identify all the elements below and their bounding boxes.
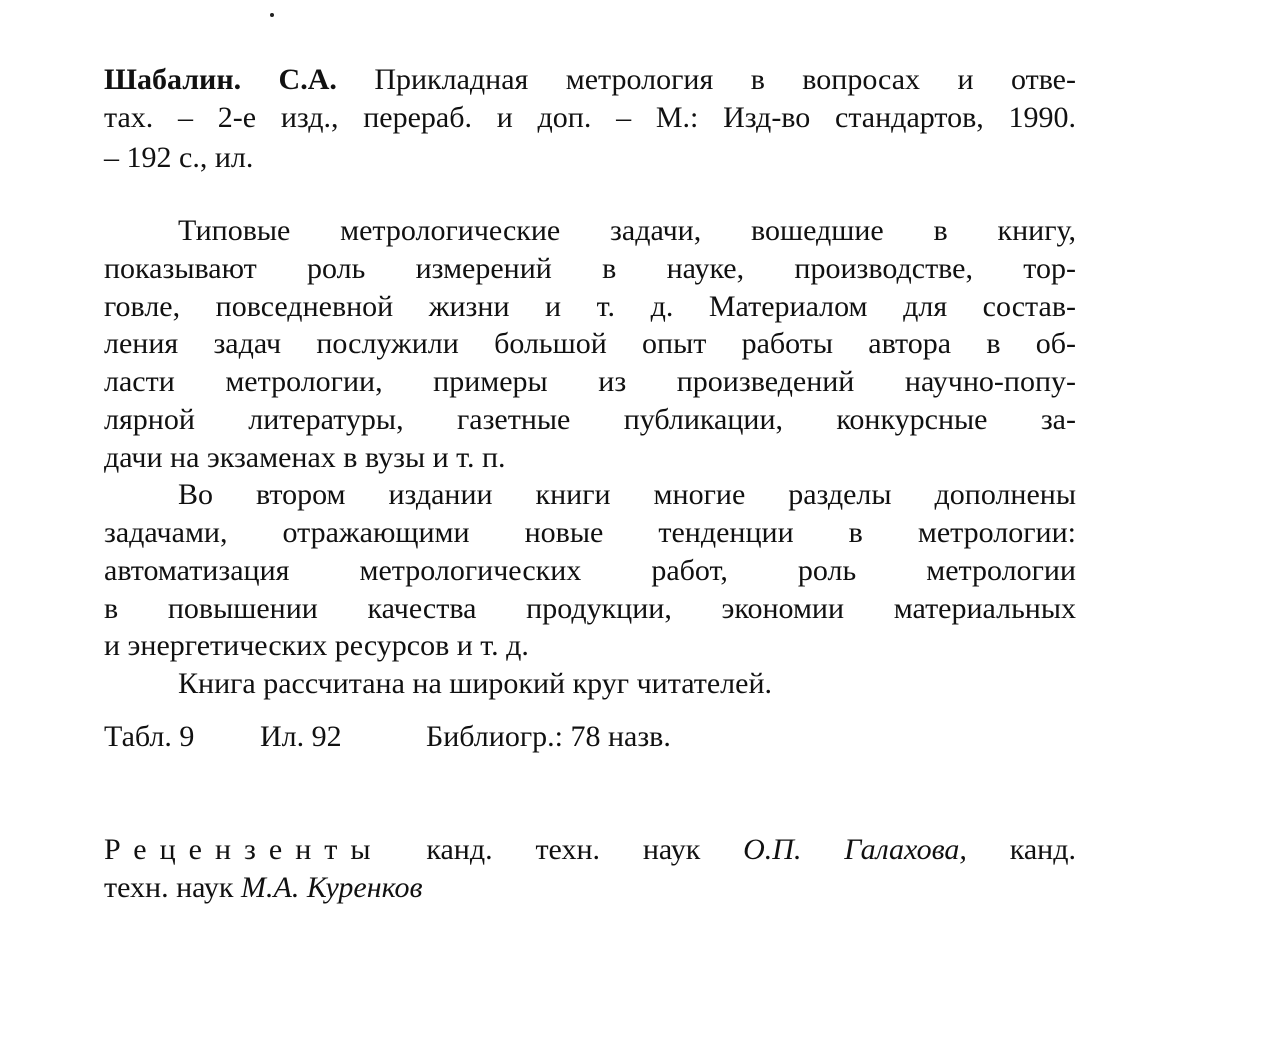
reviewer-2-degree-end: техн. наук <box>104 871 234 904</box>
bibliography-line-2: тах. – 2-е изд., перераб. и доп. – М.: Изд-во стандартов, 1990. <box>104 101 1076 134</box>
bibliography-line-1 <box>104 62 1076 98</box>
abstract-p2-line: автоматизация метрологических работ, роль метрологии <box>104 554 1076 587</box>
abstract-p3-line: Книга рассчитана на широкий круг читателей. <box>178 667 773 700</box>
bibliography-count: Библиогр.: 78 назв. <box>426 720 671 753</box>
abstract-p2-line: задачами, отражающими новые тенденции в метрологии: <box>104 516 1076 549</box>
abstract-p1-line: ления задач послужили большой опыт работы автора в об- <box>104 327 1076 360</box>
abstract-p1-line: лярной литературы, газетные публикации, конкурсные за- <box>104 403 1076 436</box>
reviewer-2-degree-start: канд. <box>1009 833 1077 866</box>
abstract-p2-line: в повышении качества продукции, экономии материальных <box>104 592 1076 625</box>
abstract-p2-line: Во втором издании книги многие разделы дополнены <box>178 478 1076 511</box>
abstract-p1-line: дачи на экзаменах в вузы и т. п. <box>104 441 506 474</box>
bibliography-line-3: – 192 с., ил. <box>104 141 254 174</box>
abstract-p1-line: говле, повседневной жизни и т. д. Материалом для состав- <box>104 290 1076 323</box>
abstract-p1-line: ласти метрологии, примеры из произведений научно-попу- <box>104 365 1076 398</box>
reviewers-line-1 <box>104 832 1076 868</box>
abstract-p2-line: и энергетических ресурсов и т. д. <box>104 629 529 662</box>
reviewer-1-name: О.П. Галахова, <box>743 833 967 866</box>
illustrations-count: Ил. 92 <box>260 720 342 753</box>
reviewer-2-name: М.А. Куренков <box>241 871 423 904</box>
abstract-p1-line: Типовые метрологические задачи, вошедшие в книгу, <box>178 214 1076 247</box>
tables-count: Табл. 9 <box>104 720 195 753</box>
abstract-p1-line: показывают роль измерений в науке, производстве, тор- <box>104 252 1076 285</box>
reviewers-line-2 <box>104 870 1076 906</box>
author-name: Шабалин. С.А. <box>104 63 337 96</box>
print-speck <box>270 13 274 17</box>
book-title-start: Прикладная метрология в вопросах и отве- <box>374 63 1076 96</box>
reviewers-label: Рецензенты <box>104 833 384 866</box>
reviewer-1-degree: канд. техн. наук <box>426 833 701 866</box>
